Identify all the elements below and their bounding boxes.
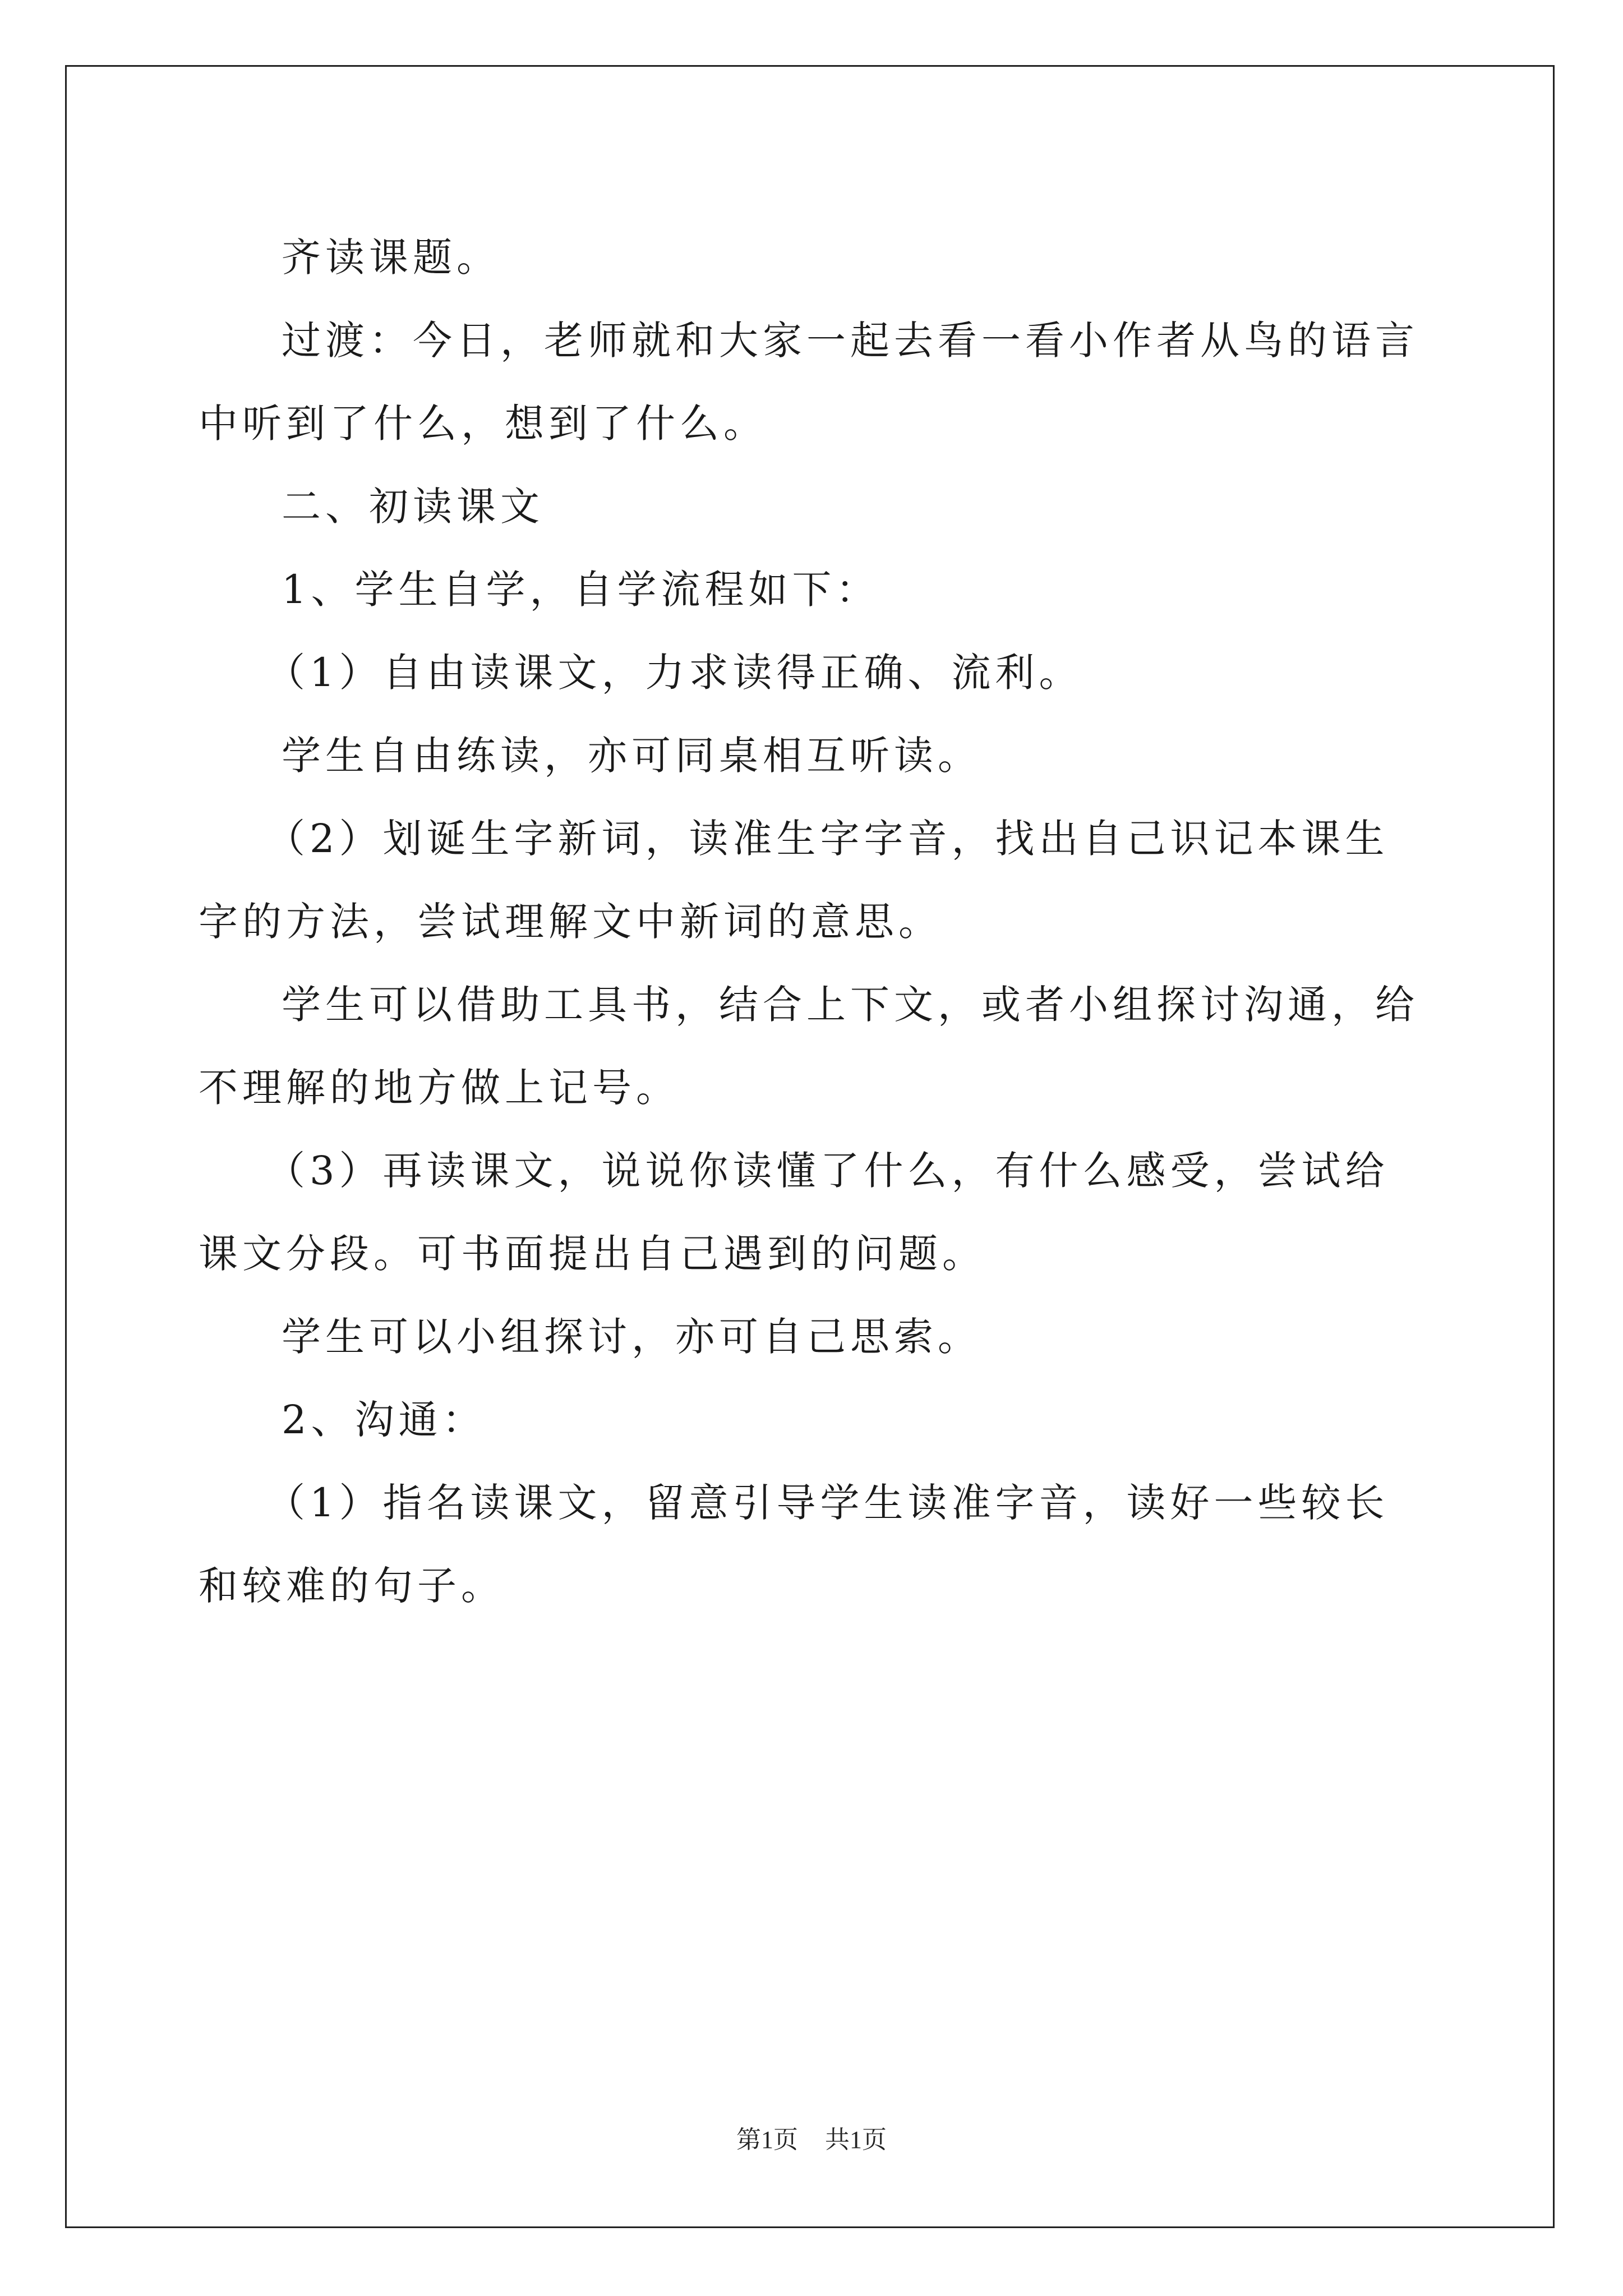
paragraph-transition: 过渡：今日，老师就和大家一起去看一看小作者从鸟的语言中听到了什么，想到了什么。 <box>199 318 1419 447</box>
paragraph-step-3: （3）再读课文，说说你读懂了什么，有什么感受，尝试给课文分段。可书面提出自己遇到的问题。 <box>199 1148 1389 1277</box>
paragraph-group-discussion: 学生可以小组探讨，亦可自己思索。 <box>282 1314 981 1360</box>
paragraph-read-title: 齐读课题。 <box>282 234 500 280</box>
page-footer <box>0 2119 1623 2155</box>
paragraph-free-reading: 学生自由练读，亦可同桌相互听读。 <box>282 733 981 779</box>
paragraph-step-2: （2）划诞生字新词，读准生字字音，找出自己识记本课生字的方法，尝试理解文中新词的意思。 <box>199 816 1389 945</box>
paragraph-reference-tools: 学生可以借助工具书，结合上下文，或者小组探讨沟通，给不理解的地方做上记号。 <box>199 982 1419 1111</box>
paragraph-self-study: 1、学生自学，自学流程如下： <box>282 567 880 613</box>
section-heading-initial-reading: 二、初读课文 <box>282 484 544 530</box>
page-total: 共1页 <box>825 2126 887 2154</box>
document-body <box>199 216 1432 1627</box>
paragraph-communication-step-1: （1）指名读课文，留意引导学生读准字音，读好一些较长和较难的句子。 <box>199 1480 1389 1609</box>
paragraph-communication: 2、沟通： <box>282 1397 486 1443</box>
page-number: 第1页 <box>736 2126 798 2154</box>
paragraph-step-1: （1）自由读课文，力求读得正确、流利。 <box>266 650 1083 696</box>
